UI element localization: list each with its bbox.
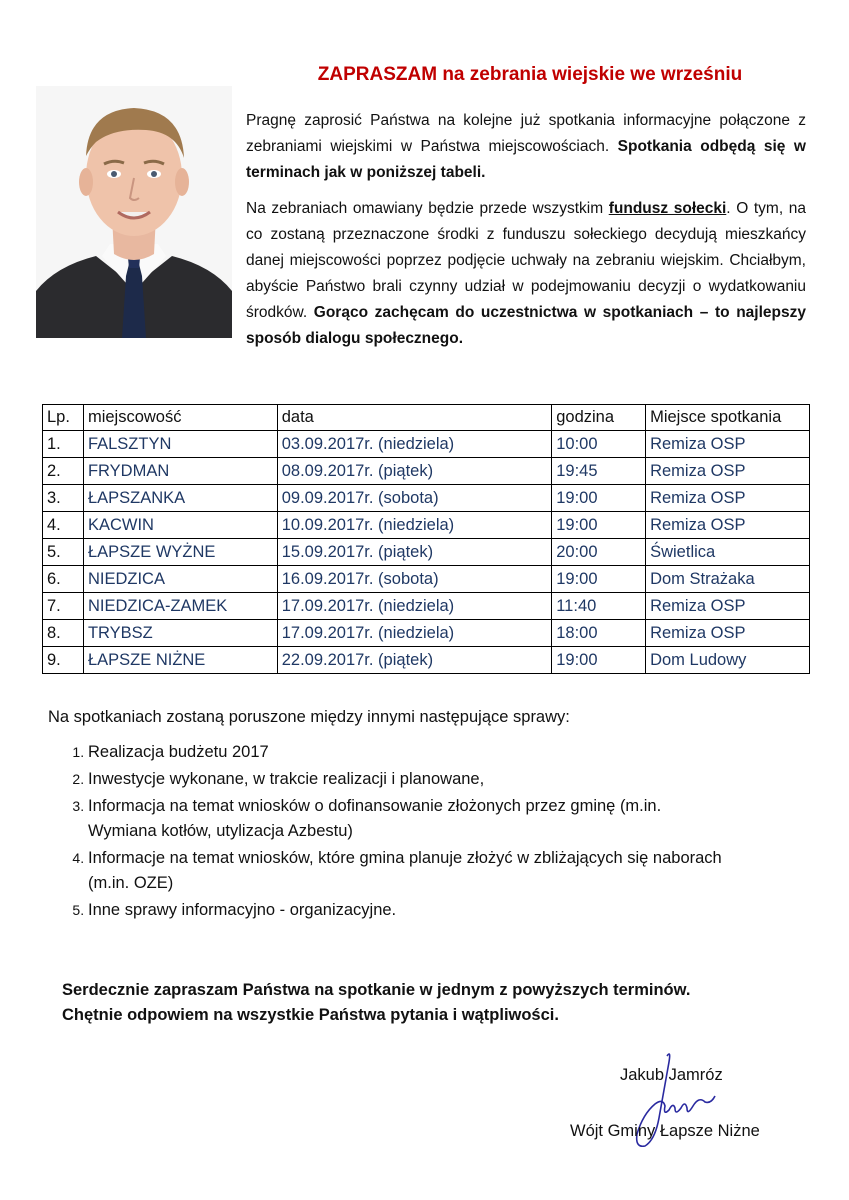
table-row <box>43 593 810 620</box>
meetings-table <box>42 404 810 674</box>
meeting-time: 20:00 <box>552 539 646 566</box>
village-name: NIEDZICA <box>83 566 277 593</box>
table-row <box>43 485 810 512</box>
meeting-place: Dom Ludowy <box>646 647 810 674</box>
row-number: 7. <box>43 593 84 620</box>
village-name: FALSZTYN <box>83 431 277 458</box>
closing-line-1: Serdecznie zapraszam Państwa na spotkanie w jednym z powyższych terminów. <box>62 981 691 999</box>
meeting-time: 19:00 <box>552 566 646 593</box>
meeting-time: 19:00 <box>552 647 646 674</box>
meeting-time: 19:00 <box>552 512 646 539</box>
meeting-place: Świetlica <box>646 539 810 566</box>
table-row <box>43 539 810 566</box>
portrait-photo <box>36 86 232 338</box>
list-item: 1. Realizacja budżetu 2017 <box>88 740 808 765</box>
meeting-place: Remiza OSP <box>646 620 810 647</box>
meeting-time: 19:45 <box>552 458 646 485</box>
header-miejsce: Miejsce spotkania <box>646 405 810 431</box>
intro-paragraph-1: Pragnę zaprosić Państwa na kolejne już spotkania informacyjne połączone z zebraniami wiejskimi w Państwa miejscowościach. Spotkania odbędą się w terminach jak w poniższej tabeli. <box>246 112 806 181</box>
table-row <box>43 512 810 539</box>
intro-text <box>246 108 806 362</box>
row-number: 8. <box>43 620 84 647</box>
handwritten-signature <box>615 1048 725 1158</box>
meeting-place: Remiza OSP <box>646 485 810 512</box>
meeting-date: 03.09.2017r. (niedziela) <box>277 431 552 458</box>
table-row <box>43 458 810 485</box>
row-number: 9. <box>43 647 84 674</box>
village-name: KACWIN <box>83 512 277 539</box>
meeting-time: 11:40 <box>552 593 646 620</box>
intro-paragraph-2: Na zebraniach omawiany będzie przede wszystkim fundusz sołecki. O tym, na co zostaną przeznaczone środki z funduszu sołeckiego decydują mieszkańcy danej miejscowości poprzez podjęcie uchwały na zebraniu wiejskim. Chciałbym, abyście Państwo brali czynny udział w podejmowaniu decyzji o wydatkowaniu środków. Gorąco zachęcam do uczestnictwa w spotkaniach – to najlepszy sposób dialogu społecznego. <box>246 200 806 347</box>
table-row <box>43 566 810 593</box>
list-item: 2. Inwestycje wykonane, w trakcie realizacji i planowane, <box>88 767 808 792</box>
meeting-time: 19:00 <box>552 485 646 512</box>
table-row <box>43 431 810 458</box>
meeting-place: Remiza OSP <box>646 593 810 620</box>
meeting-place: Remiza OSP <box>646 512 810 539</box>
meeting-date: 09.09.2017r. (sobota) <box>277 485 552 512</box>
meeting-date: 16.09.2017r. (sobota) <box>277 566 552 593</box>
village-name: FRYDMAN <box>83 458 277 485</box>
page-title: ZAPRASZAM na zebrania wiejskie we wrześniu <box>317 64 743 85</box>
table-row <box>43 647 810 674</box>
signatory-name: Jakub Jamróz <box>620 1066 723 1084</box>
village-name: ŁAPSZE WYŻNE <box>83 539 277 566</box>
row-number: 3. <box>43 485 84 512</box>
portrait-illustration <box>36 86 232 338</box>
row-number: 6. <box>43 566 84 593</box>
meeting-time: 10:00 <box>552 431 646 458</box>
meeting-date: 10.09.2017r. (niedziela) <box>277 512 552 539</box>
row-number: 2. <box>43 458 84 485</box>
meeting-date: 15.09.2017r. (piątek) <box>277 539 552 566</box>
meeting-date: 22.09.2017r. (piątek) <box>277 647 552 674</box>
fundusz-solecki-highlight: fundusz sołecki <box>608 200 727 217</box>
table-row <box>43 620 810 647</box>
closing-text <box>62 978 787 1028</box>
header-data: data <box>277 405 552 431</box>
header-lp: Lp. <box>43 405 84 431</box>
village-name: ŁAPSZANKA <box>83 485 277 512</box>
list-item: 3. Informacja na temat wniosków o dofinansowanie złożonych przez gminę (m.in. Wymiana kotłów, utylizacja Azbestu) <box>88 794 808 844</box>
table-header-row <box>43 405 810 431</box>
row-number: 4. <box>43 512 84 539</box>
meeting-date: 17.09.2017r. (niedziela) <box>277 593 552 620</box>
agenda-intro: Na spotkaniach zostaną poruszone między innymi następujące sprawy: <box>48 708 570 726</box>
meeting-time: 18:00 <box>552 620 646 647</box>
meeting-date: 08.09.2017r. (piątek) <box>277 458 552 485</box>
closing-line-2: Chętnie odpowiem na wszystkie Państwa pytania i wątpliwości. <box>62 1006 559 1024</box>
row-number: 5. <box>43 539 84 566</box>
header-godzina: godzina <box>552 405 646 431</box>
signatory-role: Wójt Gminy Łapsze Niżne <box>570 1122 760 1140</box>
meeting-place: Dom Strażaka <box>646 566 810 593</box>
village-name: NIEDZICA-ZAMEK <box>83 593 277 620</box>
list-item: 4. Informacje na temat wniosków, które gmina planuje złożyć w zbliżających się naborach (m.in. OZE) <box>88 846 808 896</box>
list-item: 5. Inne sprawy informacyjno - organizacyjne. <box>88 898 808 923</box>
row-number: 1. <box>43 431 84 458</box>
meeting-place: Remiza OSP <box>646 458 810 485</box>
village-name: TRYBSZ <box>83 620 277 647</box>
header-miejscowosc: miejscowość <box>83 405 277 431</box>
village-name: ŁAPSZE NIŻNE <box>83 647 277 674</box>
agenda-list <box>52 740 808 925</box>
meeting-date: 17.09.2017r. (niedziela) <box>277 620 552 647</box>
meeting-place: Remiza OSP <box>646 431 810 458</box>
